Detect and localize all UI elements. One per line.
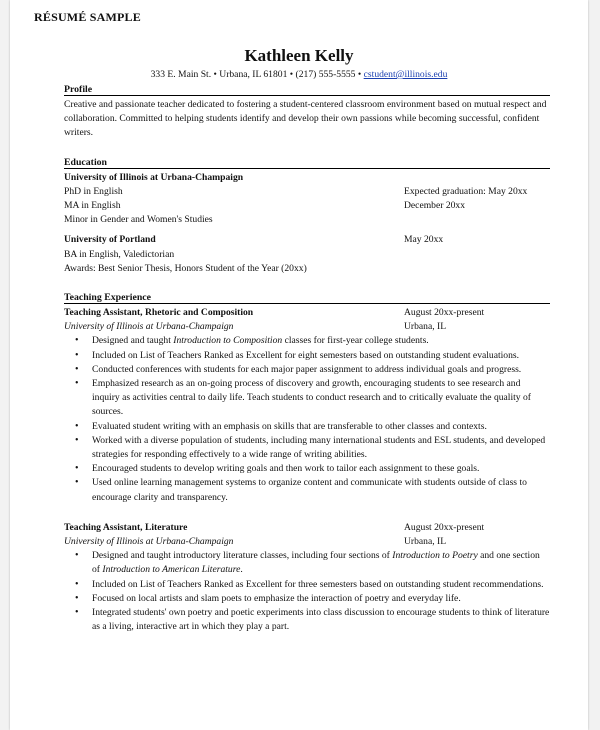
- job-entry: [64, 306, 550, 505]
- degree-text: BA in English, Valedictorian: [64, 248, 175, 260]
- job-dates: August 20xx-present: [404, 521, 485, 533]
- section-title-teaching: Teaching Experience: [64, 292, 550, 304]
- job-org-row: [64, 320, 550, 334]
- school-row: [64, 233, 550, 247]
- list-item: • Included on List of Teachers Ranked as Excellent for three semesters based on outstanding student recommendations.: [92, 578, 550, 592]
- awards-text: Awards: Best Senior Thesis, Honors Student of the Year (20xx): [64, 262, 307, 274]
- job-title-row: [64, 306, 550, 320]
- list-item: • Conducted conferences with students for each major paper assignment to address individual goals and progress.: [92, 363, 550, 377]
- job-role: Teaching Assistant, Rhetoric and Composition: [64, 307, 254, 319]
- list-item: • Used online learning management systems to organize content and communicate with students outside of class to encourage clarity and transparency.: [92, 476, 550, 504]
- section-title-profile: Profile: [64, 84, 550, 96]
- school-entry: [64, 233, 550, 276]
- job-bullets: [64, 549, 550, 634]
- profile-text: Creative and passionate teacher dedicated to fostering a student-centered classroom environment based on mutual respect and collaboration. Committed to helping students identify and develop their own passions while becoming successful, confident writers.: [64, 99, 547, 139]
- school-name: University of Illinois at Urbana-Champaign: [64, 171, 244, 183]
- job-location: Urbana, IL: [404, 536, 447, 548]
- email-link[interactable]: cstudent@illinois.edu: [363, 69, 448, 80]
- job-title-row: [64, 521, 550, 535]
- degree-text: Minor in Gender and Women's Studies: [64, 214, 213, 226]
- contact-details: 333 E. Main St. • Urbana, IL 61801 • (217) 555-5555 •: [150, 69, 362, 80]
- school-name: University of Portland: [64, 234, 156, 246]
- list-item: • Focused on local artists and slam poets to emphasize the interaction of poetry and everyday life.: [92, 592, 550, 606]
- document-label: RÉSUMÉ SAMPLE: [34, 10, 141, 24]
- degree-row: [64, 185, 550, 199]
- job-dates: August 20xx-present: [404, 307, 485, 319]
- job-role: Teaching Assistant, Literature: [64, 521, 188, 533]
- list-item: • Integrated students' own poetry and poetic experiments into class discussion to encourage students to think of literature as a living, interactive art in which they play a part.: [92, 606, 550, 634]
- list-item: • Included on List of Teachers Ranked as Excellent for eight semesters based on outstanding student evaluations.: [92, 349, 550, 363]
- job-org-row: [64, 535, 550, 549]
- degree-date: Expected graduation: May 20xx: [404, 185, 528, 197]
- resume-page: [10, 0, 588, 730]
- resume-body: [64, 84, 550, 635]
- job-org: University of Illinois at Urbana-Champaign: [64, 321, 234, 333]
- degree-text: PhD in English: [64, 185, 123, 197]
- degree-text: MA in English: [64, 200, 121, 212]
- profile-section: [64, 84, 550, 141]
- school-date: May 20xx: [404, 234, 444, 246]
- degree-row: [64, 213, 550, 227]
- list-item: • Worked with a diverse population of students, including many international students and ESL students, and developed strategies for responding effectively to a wide range of writing abilities.: [92, 434, 550, 462]
- education-section: [64, 157, 550, 276]
- degree-date: [404, 213, 550, 227]
- section-title-education: Education: [64, 157, 550, 169]
- degree-date: December 20xx: [404, 200, 466, 212]
- school-entry: [64, 171, 550, 228]
- resume-header: [10, 46, 588, 81]
- degree-row: [64, 199, 550, 213]
- job-org: University of Illinois at Urbana-Champaign: [64, 536, 234, 548]
- list-item: • Evaluated student writing with an emphasis on skills that are transferable to other classes and contexts.: [92, 420, 550, 434]
- list-item: • Emphasized research as an on-going process of discovery and growth, encouraging students to see research and inquiry as activities central to daily life. Teach students to conduct research and to critically evaluate the quality of sources.: [92, 377, 550, 420]
- job-entry: [64, 521, 550, 635]
- list-item: • Designed and taught introductory literature classes, including four sections of Introduction to Poetry and one section of Introduction to American Literature.: [92, 549, 550, 577]
- job-location: Urbana, IL: [404, 321, 447, 333]
- candidate-name: Kathleen Kelly: [244, 46, 354, 65]
- contact-line: [10, 68, 588, 81]
- teaching-section: [64, 292, 550, 634]
- list-item: • Encouraged students to develop writing goals and then work to tailor each assignment to these goals.: [92, 462, 550, 476]
- list-item: • Designed and taught Introduction to Composition classes for first-year college students.: [92, 334, 550, 348]
- job-bullets: [64, 334, 550, 504]
